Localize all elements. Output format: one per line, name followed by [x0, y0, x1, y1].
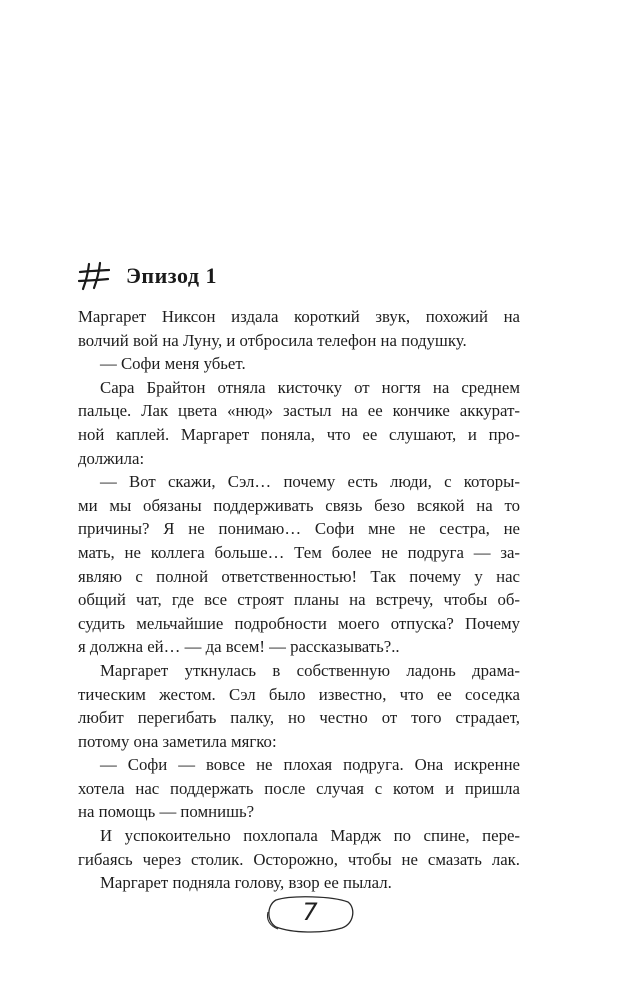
text-line: общий чат, где все строят планы на встречу, чтобы об-: [78, 590, 520, 610]
text-line: потому она заметила мягко:: [78, 731, 277, 751]
chapter-heading: [78, 256, 217, 296]
text-line: — Вот скажи, Сэл… почему есть люди, с которы-: [100, 472, 520, 492]
text-line: тическим жестом. Сэл было известно, что ее соседка: [78, 684, 520, 704]
text-line: любит перегибать палку, но честно от того страдает,: [78, 708, 520, 728]
text-line: причины? Я не понимаю… Софи мне не сестра, не: [78, 519, 520, 539]
text-line: Маргарет подняла голову, взор ее пылал.: [100, 873, 392, 893]
text-line: Сара Брайтон отняла кисточку от ногтя на среднем: [100, 377, 520, 397]
body-text: [78, 305, 520, 895]
text-line: ми мы обязаны поддерживать связь безо всякой на то: [78, 495, 520, 515]
text-line: должила:: [78, 448, 145, 468]
text-line: на помощь — помнишь?: [78, 802, 255, 822]
text-line: являю с полной ответственностью! Так почему у нас: [78, 566, 520, 586]
text-line: И успокоительно похлопала Мардж по спине, пере-: [100, 826, 520, 846]
text-line: судить мельчайшие подробности моего отпуска? Почему: [78, 613, 520, 633]
hash-icon: [78, 261, 110, 291]
page-number-label: 7: [302, 898, 318, 926]
page-number: [262, 890, 358, 938]
text-line: мать, не коллега больше… Тем более не подруга — за-: [78, 542, 520, 562]
text-line: Маргарет Никсон издала короткий звук, похожий на: [78, 307, 520, 326]
text-line: гибаясь через столик. Осторожно, чтобы не смазать лак.: [78, 849, 520, 869]
text-line: — Софи меня убьет.: [100, 354, 246, 374]
text-line: пальце. Лак цвета «нюд» застыл на ее кончике аккурат-: [78, 401, 520, 421]
text-line: Маргарет уткнулась в собственную ладонь драма-: [100, 660, 520, 680]
text-line: я должна ей… — да всем! — рассказывать?..: [78, 637, 400, 657]
text-line: — Софи — вовсе не плохая подруга. Она искренне: [100, 755, 520, 775]
text-line: хотела нас поддержать после случая с котом и пришла: [78, 778, 520, 798]
text-line: ной каплей. Маргарет поняла, что ее слушают, и про-: [78, 424, 520, 444]
text-line: волчий вой на Луну, и отбросила телефон на подушку.: [78, 330, 467, 350]
chapter-title: Эпизод 1: [126, 263, 217, 288]
